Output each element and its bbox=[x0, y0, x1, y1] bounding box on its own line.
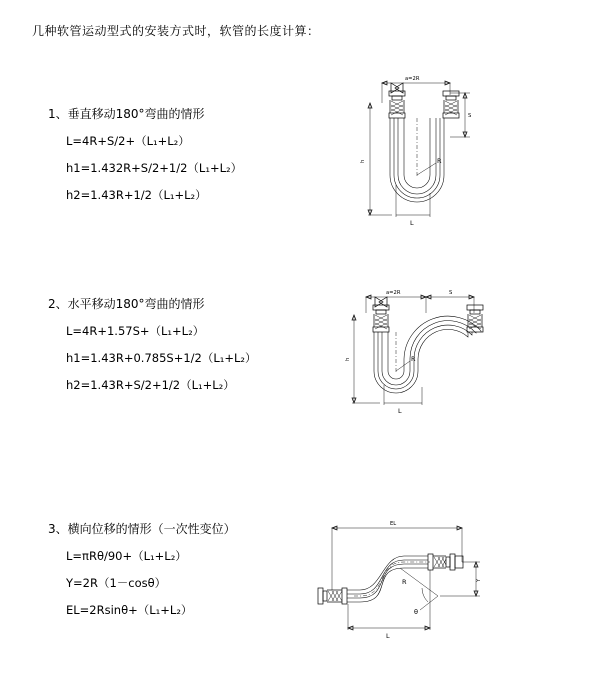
label-l: L bbox=[398, 407, 402, 415]
section-1-text bbox=[48, 105, 318, 203]
label-r: R bbox=[437, 157, 442, 165]
section-2-formula-3: h2=1.43R+S/2+1/2（L₁+L₂） bbox=[66, 378, 235, 392]
lateral-offset-svg bbox=[290, 510, 510, 650]
lateral-offset-diagram bbox=[290, 510, 510, 654]
label-r: R bbox=[411, 355, 416, 363]
section-3-formula-2: Y=2R（1－cosθ） bbox=[66, 576, 167, 590]
label-theta: θ bbox=[414, 608, 418, 616]
section-3-formula-3: EL=2Rsinθ+（L₁+L₂） bbox=[66, 603, 193, 617]
section-2-title: 2、水平移动180°弯曲的情形 bbox=[48, 297, 205, 311]
dim-el: EL bbox=[390, 521, 397, 527]
dim-s: S bbox=[468, 113, 472, 119]
vertical-180-bend-svg bbox=[310, 65, 510, 265]
section-3-title: 3、横向位移的情形（一次性变位） bbox=[48, 522, 236, 536]
section-2-formula-1: L=4R+1.57S+（L₁+L₂） bbox=[66, 324, 205, 338]
section-3-text bbox=[48, 520, 318, 618]
horizontal-180-bend-diagram bbox=[310, 275, 510, 459]
dim-y: Y bbox=[476, 578, 482, 582]
section-1-formula-1: L=4R+S/2+（L₁+L₂） bbox=[66, 134, 190, 148]
section-2-formula-2: h1=1.43R+0.785S+1/2（L₁+L₂） bbox=[66, 351, 257, 365]
section-2-text bbox=[48, 295, 318, 393]
dim-a-2r: a=2R bbox=[405, 76, 420, 82]
dim-h: h bbox=[360, 159, 366, 163]
dim-a-2r: a=2R bbox=[386, 290, 401, 296]
label-l: L bbox=[410, 219, 414, 227]
section-1-formula-3: h2=1.43R+1/2（L₁+L₂） bbox=[66, 188, 207, 202]
dim-h: h bbox=[345, 357, 351, 361]
label-l: L bbox=[386, 632, 390, 640]
section-1-title: 1、垂直移动180°弯曲的情形 bbox=[48, 107, 205, 121]
label-r: R bbox=[402, 578, 407, 586]
section-1-formula-2: h1=1.432R+S/2+1/2（L₁+L₂） bbox=[66, 161, 243, 175]
vertical-180-bend-diagram bbox=[310, 65, 510, 269]
horizontal-180-bend-svg bbox=[310, 275, 510, 455]
section-3-formula-1: L=πRθ/90+（L₁+L₂） bbox=[66, 549, 187, 563]
page-title: 几种软管运动型式的安装方式时，软管的长度计算： bbox=[32, 24, 320, 38]
dim-s: S bbox=[449, 290, 453, 296]
